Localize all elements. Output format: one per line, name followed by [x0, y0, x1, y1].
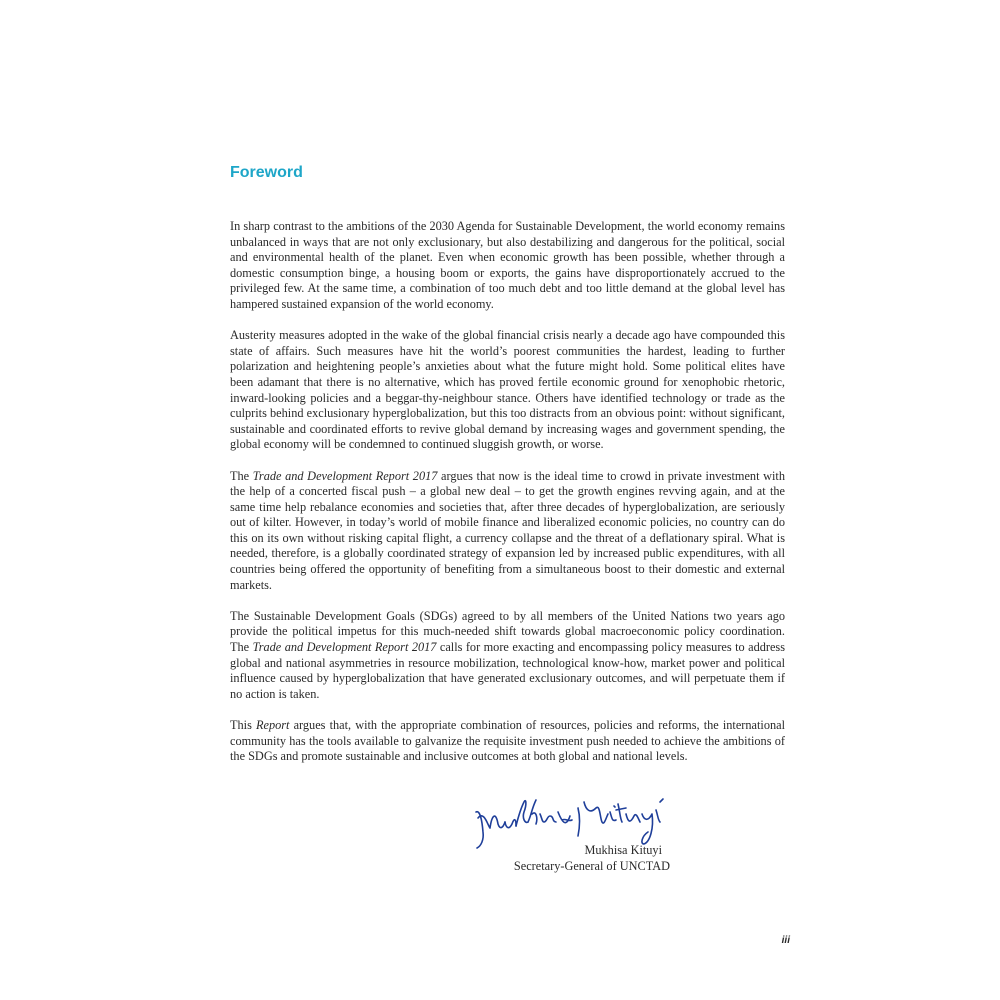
text-run: calls for more exacting and encompassing policy measures to address global and national asymmetries in resource mobilization, technological know-how, market power and political influence caused by hyperglobalization that have generated exclusionary outcomes, and will perpetuate them if no action is taken. — [230, 640, 785, 701]
signer-name: Mukhisa Kituyi — [584, 843, 662, 857]
signer-block — [480, 842, 670, 874]
paragraph — [230, 718, 785, 765]
text-run: The — [230, 468, 253, 483]
signer-title: Secretary-General of UNCTAD — [513, 859, 670, 873]
text-run: This — [230, 718, 256, 732]
italic-title-run: Trade and Development Report 2017 — [252, 640, 437, 655]
italic-title-run: Report — [255, 718, 290, 732]
text-run: argues that now is the ideal time to crowd in private investment with the help of a concerted fiscal push – a global new deal – to get the growth engines revving again, and at the same time help rebalance economies and societies that, after three decades of hyperglobalization, are seriously out of kilter. However, in today’s world of mobile finance and liberalized economic policies, no country can do this on its own without risking capital flight, a currency collapse and the threat of a deflationary spiral. What is needed, therefore, is a globally coordinated strategy of expansion led by increased public expenditures, with all countries being offered the opportunity of benefiting from a simultaneous boost to their domestic and external markets. — [230, 468, 785, 592]
handwritten-signature — [470, 788, 675, 850]
italic-title-run: Trade and Development Report 2017 — [252, 468, 438, 483]
text-run: The Sustainable Development Goals (SDGs) agreed to by all members of the United Nations two years ago provide the political impetus for this much-needed shift towards global macroeconomic policy coordination. The — [230, 608, 785, 655]
text-run: argues that, with the appropriate combination of resources, policies and reforms, the international community has the tools available to galvanize the requisite investment push needed to achieve the ambitions of the SDGs and promote sustainable and inclusive outcomes at both global and national levels. — [230, 718, 785, 764]
text-run: Austerity measures adopted in the wake of the global financial crisis nearly a decade ago have compounded this state of affairs. Such measures have hit the world’s poorest communities the hardest, leading to further polarization and heightening people’s anxieties about what the future might hold. Some political elites have been adamant that there is no alternative, which has proved fertile economic ground for xenophobic rhetoric, inward-looking policies and a beggar-thy-neighbour stance. Others have identified technology or trade as the culprits behind exclusionary hyperglobalization, but this too distracts from an obvious point: without significant, sustainable and coordinated efforts to revive global demand by increasing wages and government spending, the global economy will be condemned to continued sluggish growth, or worse. — [230, 328, 785, 452]
paragraph — [230, 219, 785, 313]
paragraph — [230, 609, 785, 703]
text-run: In sharp contrast to the ambitions of the 2030 Agenda for Sustainable Development, the world economy remains unbalanced in ways that are not only exclusionary, but also destabilizing and dangerous for the political, social and environmental health of the planet. Even when economic growth has been possible, whether through a domestic consumption binge, a housing boom or exports, the gains have disproportionately accrued to the privileged few. At the same time, a combination of too much debt and too little demand at the global level has hampered sustained expansion of the world economy. — [230, 219, 785, 311]
paragraph — [230, 328, 785, 453]
foreword-body — [230, 219, 785, 780]
paragraph — [230, 469, 785, 594]
page-heading: Foreword — [230, 164, 303, 181]
page-number: iii — [781, 935, 790, 946]
